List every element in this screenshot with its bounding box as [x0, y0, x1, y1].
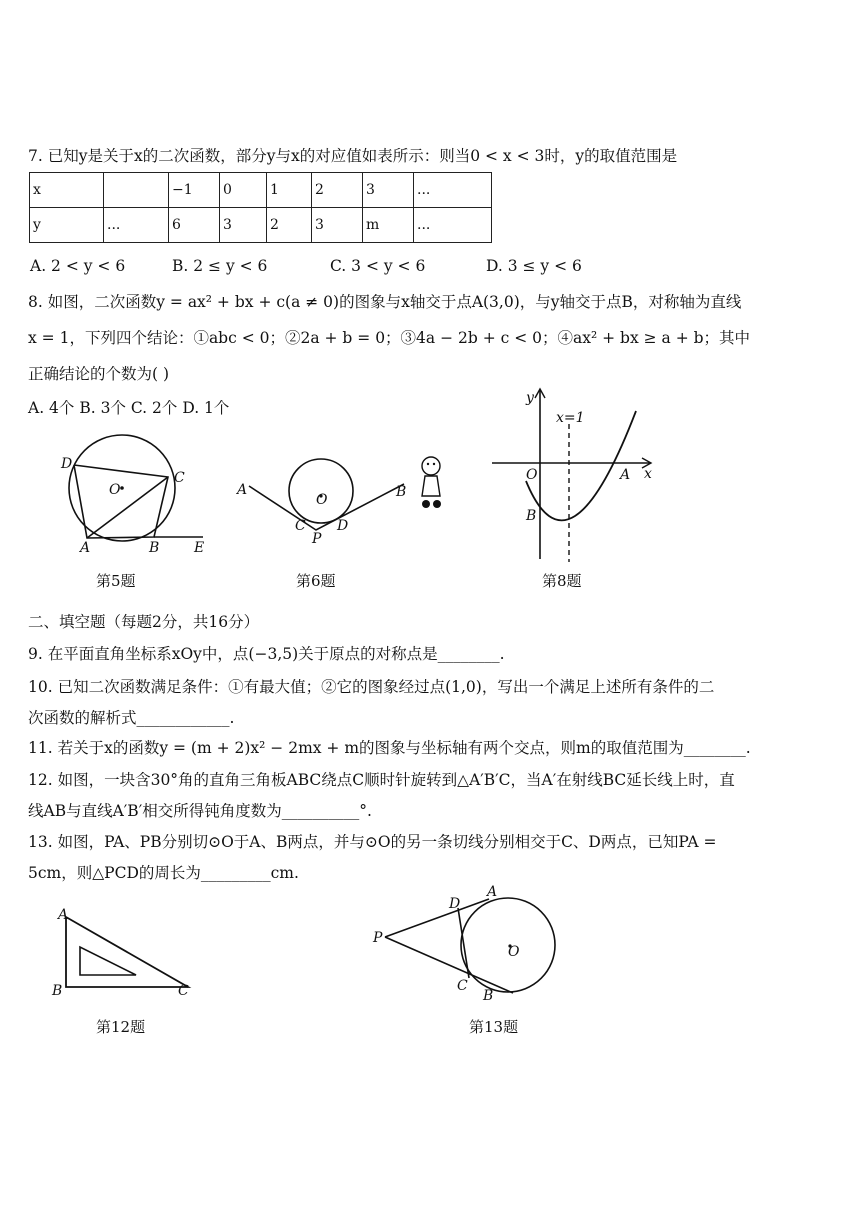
table-cell: −1 [169, 173, 220, 208]
table-cell: ... [104, 208, 169, 243]
label-d: D [449, 896, 461, 912]
figure-8 [488, 384, 668, 564]
cartoon-figure-icon [422, 457, 441, 508]
q7-option-a: A. 2 < y < 6 [30, 257, 126, 275]
label-a: A [237, 482, 248, 498]
section-title: 二、填空题（每题2分，共16分） [28, 613, 260, 631]
label-p: P [373, 930, 383, 946]
caption-fig8: 第8题 [542, 572, 582, 590]
label-e: E [194, 540, 205, 556]
table-cell: 2 [312, 173, 363, 208]
table-cell: 3 [220, 208, 267, 243]
label-y: y [526, 390, 534, 406]
table-row [30, 208, 492, 243]
value-table [29, 172, 492, 243]
q8-options: A. 4个 B. 3个 C. 2个 D. 1个 [28, 399, 230, 417]
q10-line1: 10. 已知二次函数满足条件：①有最大值；②它的图象经过点(1,0)，写出一个满足上述所有条件的二 [28, 678, 715, 696]
q12-line2: 线AB与直线A′B′相交所得钝角度数为__________°. [28, 802, 372, 820]
q13-line2: 5cm，则△PCD的周长为_________cm. [28, 864, 299, 882]
label-c: C [457, 978, 468, 994]
q7-text: 7. 已知y是关于x的二次函数，部分y与x的对应值如表所示：则当0 < x < 3时，y的取值范围是 [28, 147, 678, 165]
label-a: A [487, 884, 498, 900]
label-b: B [483, 988, 494, 1004]
figure-6 [232, 450, 462, 550]
caption-fig6: 第6题 [296, 572, 336, 590]
q11-text: 11. 若关于x的函数y = (m + 2)x² − 2mx + m的图象与坐标轴有两个交点，则m的取值范围为________. [28, 739, 751, 757]
q10-line2: 次函数的解析式____________. [28, 709, 235, 727]
q7-option-b: B. 2 ≤ y < 6 [172, 257, 268, 275]
table-cell: 6 [169, 208, 220, 243]
caption-fig13: 第13题 [469, 1018, 519, 1036]
label-b: B [396, 484, 407, 500]
q7-option-d: D. 3 ≤ y < 6 [486, 257, 582, 275]
figure-12 [50, 905, 200, 1000]
caption-fig12: 第12题 [96, 1018, 146, 1036]
q8-line1: 8. 如图，二次函数y = ax² + bx + c(a ≠ 0)的图象与x轴交于点A(3,0)，与y轴交于点B，对称轴为直线 [28, 293, 742, 311]
figure-13 [365, 880, 565, 1005]
label-d: D [61, 456, 73, 472]
label-a: A [620, 467, 631, 483]
label-o: O [109, 482, 121, 498]
label-b: B [52, 983, 63, 999]
q12-line1: 12. 如图，一块含30°角的直角三角板ABC绕点C顺时针旋转到△A′B′C，当A′在射线BC延长线上时，直 [28, 771, 735, 789]
label-a: A [80, 540, 91, 556]
caption-fig5: 第5题 [96, 572, 136, 590]
table-row [30, 173, 492, 208]
label-x: x [644, 466, 652, 482]
label-o: O [526, 467, 538, 483]
table-cell: 3 [363, 173, 414, 208]
table-cell: 3 [312, 208, 363, 243]
label-d: D [337, 518, 349, 534]
q8-line3: 正确结论的个数为( ) [28, 365, 170, 383]
label-axis-of-symmetry: x=1 [556, 410, 585, 426]
q9-text: 9. 在平面直角坐标系xOy中，点(−3,5)关于原点的对称点是________. [28, 645, 505, 663]
label-c: C [178, 983, 189, 999]
q8-line2: x = 1，下列四个结论：①abc < 0；②2a + b = 0；③4a − 2b + c < 0；④ax² + bx ≥ a + b；其中 [28, 329, 751, 347]
label-o: O [508, 944, 520, 960]
table-cell: m [363, 208, 414, 243]
table-cell: 0 [220, 173, 267, 208]
table-cell: y [30, 208, 104, 243]
label-a: A [58, 907, 69, 923]
table-cell: ... [414, 208, 492, 243]
label-c: C [174, 470, 185, 486]
q13-line1: 13. 如图，PA、PB分别切⊙O于A、B两点，并与⊙O的另一条切线分别相交于C、D两点，已知PA = [28, 833, 717, 851]
label-o: O [316, 492, 328, 508]
table-cell: ... [414, 173, 492, 208]
table-cell [104, 173, 169, 208]
table-cell: x [30, 173, 104, 208]
table-cell: 1 [267, 173, 312, 208]
figure-5 [55, 430, 215, 560]
label-c: C [295, 518, 306, 534]
label-b: B [149, 540, 160, 556]
label-p: P [312, 531, 322, 547]
table-cell: 2 [267, 208, 312, 243]
q7-option-c: C. 3 < y < 6 [330, 257, 426, 275]
label-b: B [526, 508, 537, 524]
